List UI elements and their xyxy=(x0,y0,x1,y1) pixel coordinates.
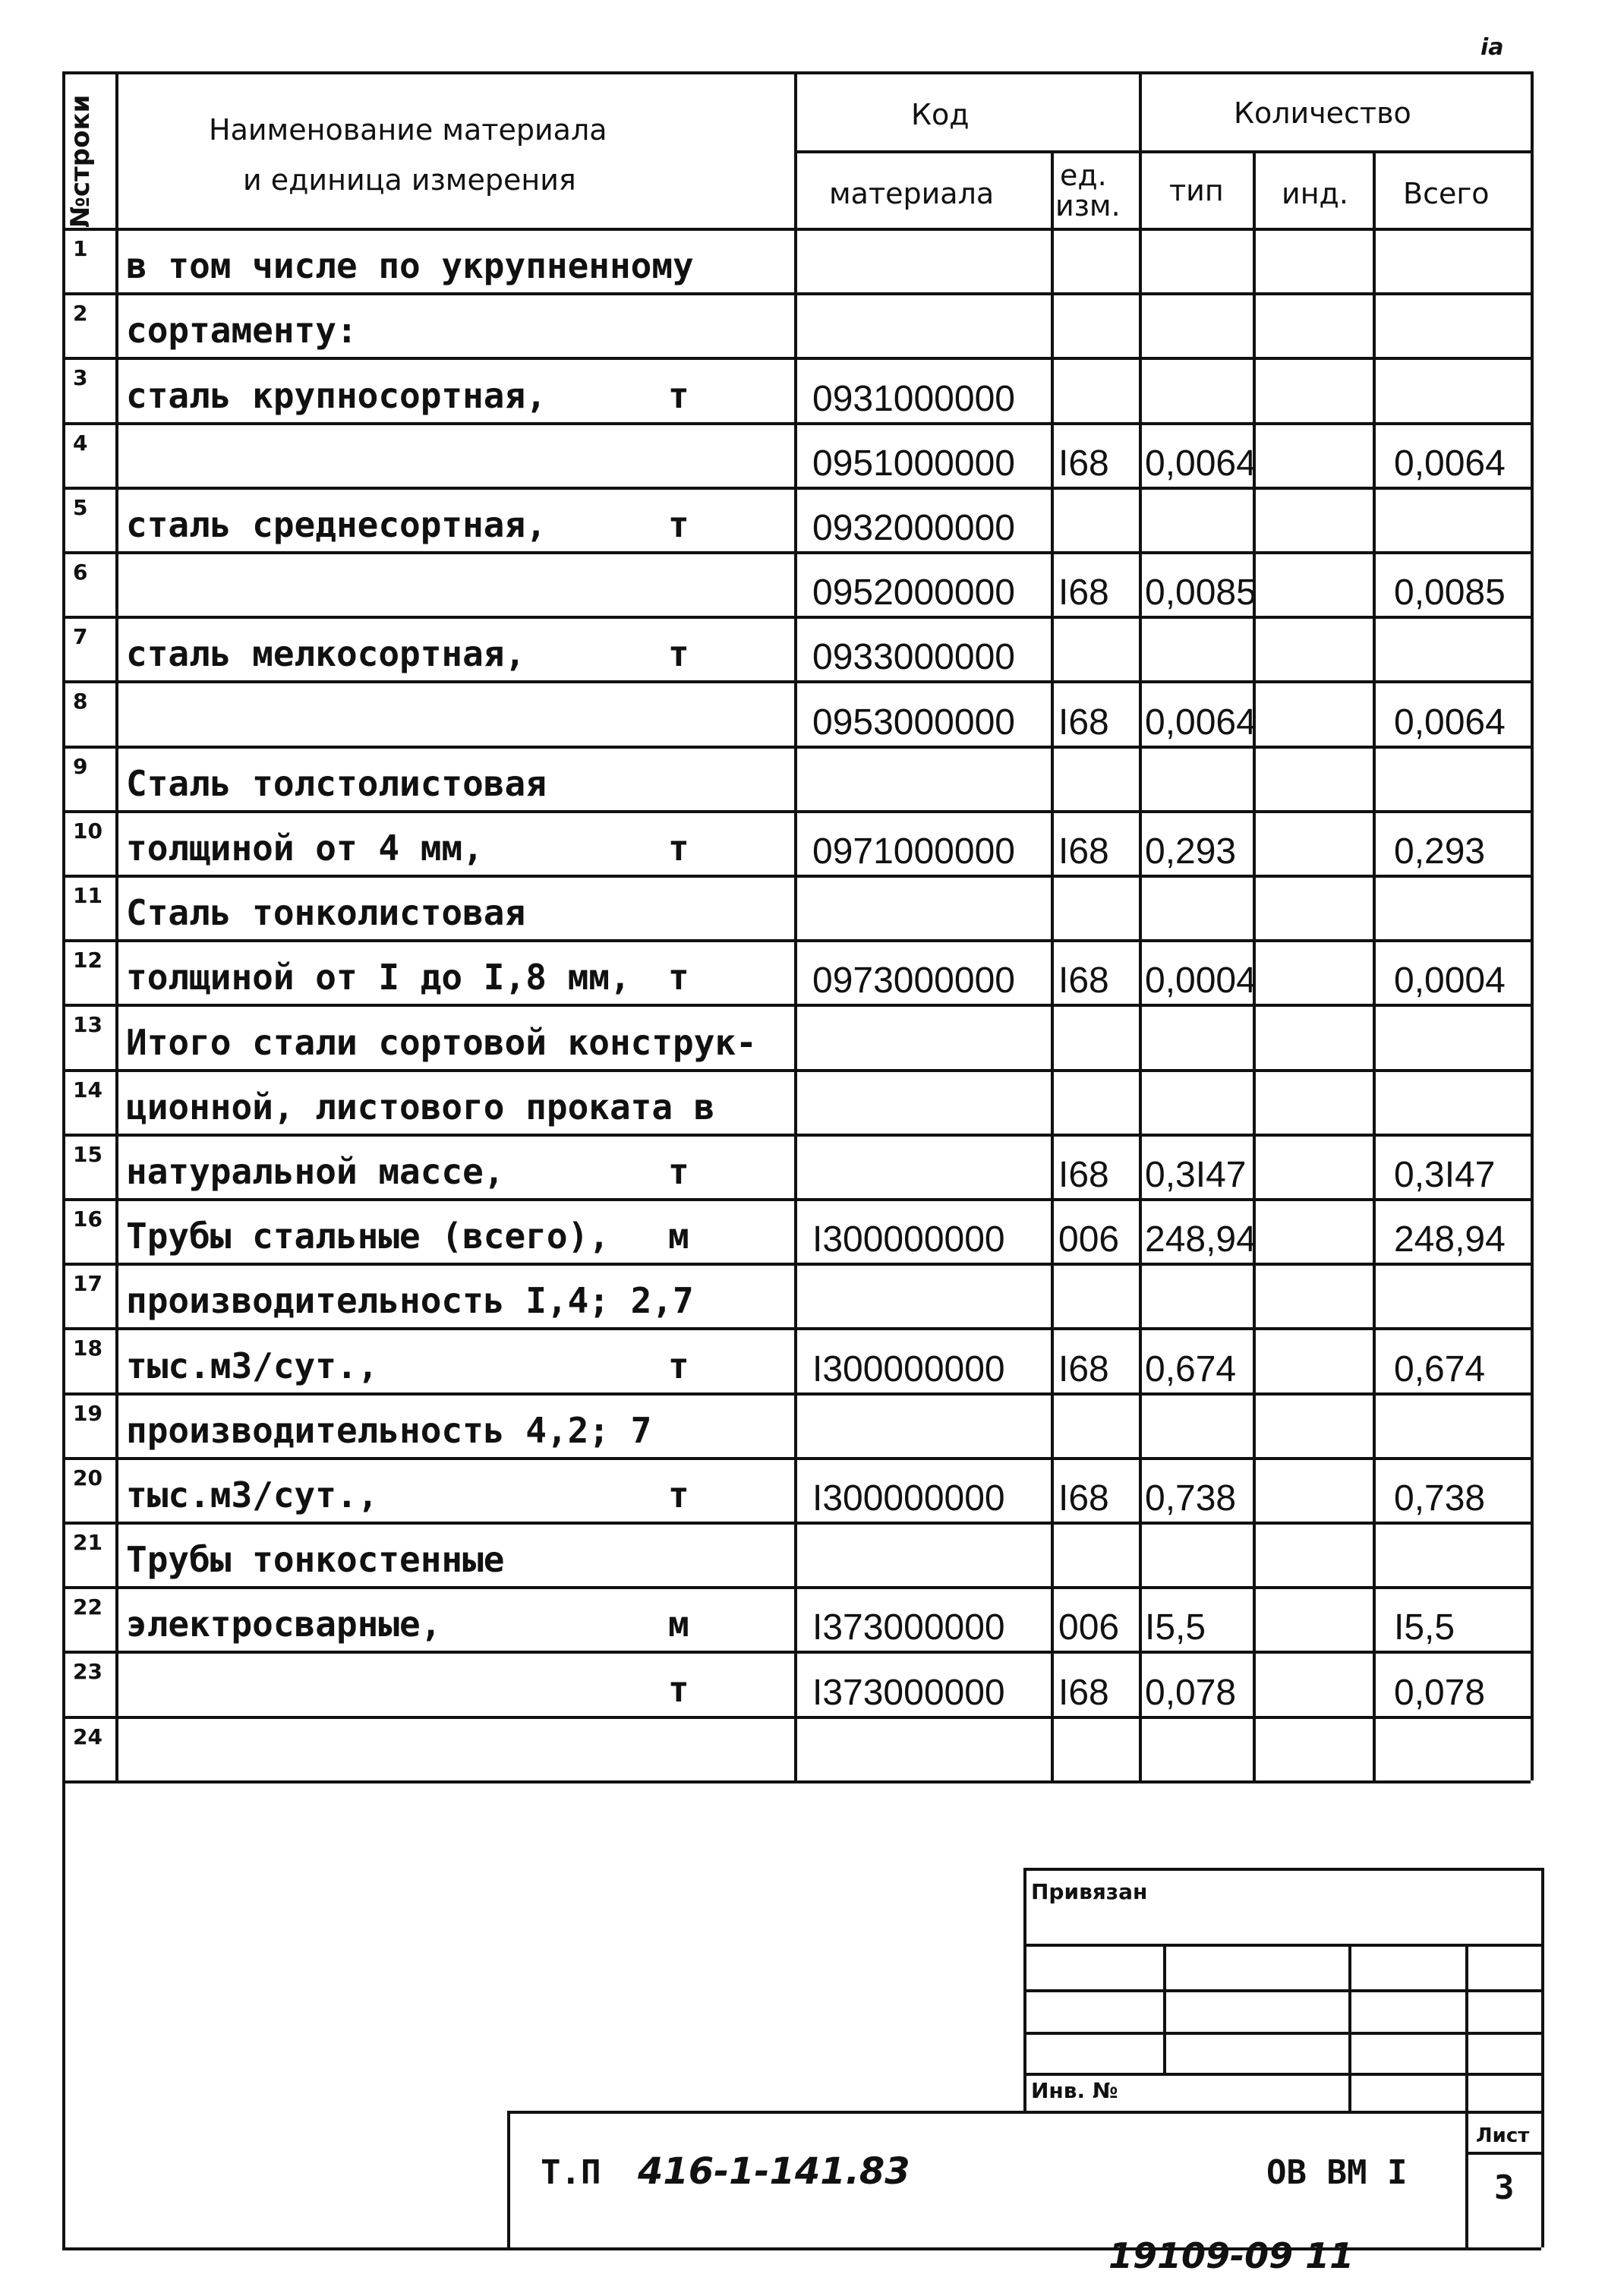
row-qty-total: 0,674 xyxy=(1394,1349,1486,1389)
stamp-sheet-label: Лист xyxy=(1476,2124,1530,2147)
row-rule xyxy=(62,810,1531,813)
row-material-code: 0931000000 xyxy=(812,379,1015,419)
row-unit: м xyxy=(668,1604,689,1645)
row-name: сортаменту: xyxy=(126,310,358,351)
row-material-code: 0953000000 xyxy=(812,702,1015,743)
row-qty-total: 0,0085 xyxy=(1394,572,1506,613)
stamp-attached-label: Привязан xyxy=(1031,1879,1148,1904)
row-rule xyxy=(62,746,1531,749)
row-number: 9 xyxy=(73,754,88,779)
row-rule xyxy=(62,680,1531,683)
header-bottom xyxy=(62,228,1531,231)
header-name-line1: Наименование материала xyxy=(209,113,607,147)
row-qty-type: 0,0064 xyxy=(1145,443,1257,484)
row-qty-total: 0,0004 xyxy=(1394,960,1506,1001)
stamp-sheet-number: 3 xyxy=(1494,2168,1515,2207)
title-block-top xyxy=(507,2111,1541,2114)
row-rule xyxy=(62,1457,1531,1460)
row-material-code: 0951000000 xyxy=(812,443,1015,484)
row-rule xyxy=(62,1392,1531,1396)
title-block-left xyxy=(507,2111,510,2247)
row-rule xyxy=(62,1522,1531,1525)
stamp-right xyxy=(1541,1868,1544,2247)
row-qty-type: 0,078 xyxy=(1145,1673,1237,1713)
row-material-code: I300000000 xyxy=(812,1349,1005,1389)
stamp-doc-code: ОВ ВМ I xyxy=(1266,2153,1408,2192)
footer-number: 19109-09 11 xyxy=(1108,2235,1354,2276)
row-qty-type: 0,0085 xyxy=(1145,572,1257,613)
row-unit-code: I68 xyxy=(1058,572,1109,613)
row-number: 3 xyxy=(73,365,88,390)
row-rule xyxy=(62,616,1531,619)
row-unit-code: 006 xyxy=(1058,1219,1120,1260)
row-number: 20 xyxy=(73,1465,102,1490)
row-unit-code: I68 xyxy=(1058,1673,1109,1713)
row-qty-type: 0,3I47 xyxy=(1145,1155,1247,1195)
sheet-cell-left xyxy=(1465,2111,1468,2247)
row-material-code: I300000000 xyxy=(812,1219,1005,1260)
row-rule xyxy=(62,1716,1531,1719)
row-number: 4 xyxy=(73,430,88,456)
row-name: сталь среднесортная, xyxy=(126,504,547,545)
row-number: 12 xyxy=(73,948,102,973)
row-unit: т xyxy=(668,1474,689,1515)
row-unit: т xyxy=(668,957,689,998)
row-number: 11 xyxy=(73,883,102,908)
stamp-inv-label: Инв. № xyxy=(1031,2078,1118,2103)
row-rule xyxy=(62,1586,1531,1589)
stamp-rule xyxy=(1023,1989,1541,1992)
row-material-code: 0952000000 xyxy=(812,572,1015,613)
row-qty-total: 0,0064 xyxy=(1394,443,1506,484)
row-unit: т xyxy=(668,828,689,869)
sheet-cell-split xyxy=(1465,2152,1541,2155)
row-material-code: 0933000000 xyxy=(812,637,1015,677)
row-number: 22 xyxy=(73,1594,102,1620)
header-split xyxy=(794,150,1531,153)
row-name: в том числе по укрупненному xyxy=(126,245,694,286)
row-rule xyxy=(62,551,1531,554)
row-number: 14 xyxy=(73,1077,102,1102)
row-unit-code: I68 xyxy=(1058,702,1109,743)
row-rule xyxy=(62,1198,1531,1201)
stamp-col xyxy=(1465,1944,1468,2111)
row-qty-type: 0,0064 xyxy=(1145,702,1257,743)
row-rule xyxy=(62,1327,1531,1330)
row-material-code: I373000000 xyxy=(812,1607,1005,1648)
row-qty-type: I5,5 xyxy=(1145,1607,1206,1648)
row-name: Трубы тонкостенные xyxy=(126,1539,505,1580)
row-name: сталь крупносортная, xyxy=(126,375,547,416)
row-rule xyxy=(62,357,1531,360)
frame-right xyxy=(1531,71,1534,1780)
row-unit: т xyxy=(668,633,689,674)
row-name: производительность 4,2; 7 xyxy=(126,1410,652,1451)
header-code-material: материала xyxy=(829,177,995,210)
row-number: 16 xyxy=(73,1206,102,1232)
row-qty-type: 0,674 xyxy=(1145,1349,1237,1389)
row-rule xyxy=(62,875,1531,878)
row-number: 18 xyxy=(73,1336,102,1361)
row-name: натуральной массе, xyxy=(126,1151,505,1192)
row-unit-code: I68 xyxy=(1058,1349,1109,1389)
row-material-code: 0932000000 xyxy=(812,508,1015,548)
stamp-col xyxy=(1348,1944,1351,2111)
header-row-number: №строки xyxy=(65,94,96,228)
row-unit: т xyxy=(668,1345,689,1386)
row-unit: т xyxy=(668,1151,689,1192)
col-total-left xyxy=(1373,150,1376,1780)
row-qty-type: 0,0004 xyxy=(1145,960,1257,1001)
row-name: толщиной от I до I,8 мм, xyxy=(126,957,631,998)
header-unit-line1: ед. xyxy=(1060,159,1107,192)
header-qty-ind: инд. xyxy=(1282,177,1348,210)
row-qty-type: 0,738 xyxy=(1145,1478,1237,1519)
stamp-rule xyxy=(1023,2073,1541,2076)
row-unit: м xyxy=(668,1216,689,1257)
row-unit: т xyxy=(668,1669,689,1710)
header-name-line2: и единица измерения xyxy=(243,163,576,197)
row-number: 19 xyxy=(73,1401,102,1426)
row-name: Итого стали сортовой конструк- xyxy=(126,1022,757,1063)
row-material-code: 0973000000 xyxy=(812,960,1015,1001)
row-qty-type: 0,293 xyxy=(1145,831,1237,872)
row-number: 24 xyxy=(73,1724,102,1749)
row-number: 7 xyxy=(73,624,88,649)
row-qty-total: 0,293 xyxy=(1394,831,1486,872)
row-name: Сталь тонколистовая xyxy=(126,892,526,933)
row-number: 5 xyxy=(73,495,88,520)
row-number: 17 xyxy=(73,1271,102,1296)
row-name: производительность I,4; 2,7 xyxy=(126,1280,694,1321)
row-unit-code: 006 xyxy=(1058,1607,1120,1648)
row-name: тыс.м3/сут., xyxy=(126,1474,379,1515)
row-rule xyxy=(62,939,1531,942)
row-unit-code: I68 xyxy=(1058,960,1109,1001)
row-rule xyxy=(62,422,1531,425)
row-unit-code: I68 xyxy=(1058,443,1109,484)
stamp-tp-number: 416-1-141.83 xyxy=(638,2150,910,2193)
row-number: 21 xyxy=(73,1530,102,1555)
row-name: Трубы стальные (всего), xyxy=(126,1216,610,1257)
header-qty-type: тип xyxy=(1169,174,1224,207)
row-number: 23 xyxy=(73,1659,102,1684)
row-rule xyxy=(62,1263,1531,1266)
row-name: ционной, листового проката в xyxy=(126,1086,715,1128)
row-qty-total: 0,078 xyxy=(1394,1673,1486,1713)
row-qty-total: 248,94 xyxy=(1394,1219,1506,1260)
row-qty-total: 0,0064 xyxy=(1394,702,1506,743)
row-name: электросварные, xyxy=(126,1604,442,1645)
stamp-rule xyxy=(1023,2032,1541,2035)
row-qty-type: 248,94 xyxy=(1145,1219,1257,1260)
row-name: Сталь толстолистовая xyxy=(126,763,547,804)
header-qty-total: Всего xyxy=(1403,177,1490,210)
row-name: тыс.м3/сут., xyxy=(126,1345,379,1386)
row-qty-total: 0,738 xyxy=(1394,1478,1486,1519)
row-number: 6 xyxy=(73,560,88,585)
row-unit-code: I68 xyxy=(1058,831,1109,872)
stamp-top xyxy=(1023,1868,1541,1871)
row-material-code: 0971000000 xyxy=(812,831,1015,872)
row-number: 1 xyxy=(73,236,88,261)
row-number: 8 xyxy=(73,689,88,714)
row-qty-total: I5,5 xyxy=(1394,1607,1455,1648)
row-rule xyxy=(62,292,1531,295)
row-unit: т xyxy=(668,375,689,416)
row-number: 10 xyxy=(73,818,102,844)
row-name: толщиной от 4 мм, xyxy=(126,828,484,869)
header-quantity: Количество xyxy=(1234,96,1411,130)
row-rule xyxy=(62,487,1531,490)
row-rule xyxy=(62,1780,1531,1784)
row-number: 15 xyxy=(73,1142,102,1167)
header-code: Код xyxy=(911,98,970,131)
row-material-code: I373000000 xyxy=(812,1673,1005,1713)
stamp-tp-label: Т.П xyxy=(541,2153,601,2192)
stamp-col xyxy=(1163,1944,1166,2073)
row-number: 2 xyxy=(73,301,88,326)
row-qty-total: 0,3I47 xyxy=(1394,1155,1496,1195)
header-unit-line2: изм. xyxy=(1055,189,1121,222)
row-unit-code: I68 xyxy=(1058,1478,1109,1519)
row-rule xyxy=(62,1069,1531,1072)
row-unit: т xyxy=(668,504,689,545)
corner-mark: ia xyxy=(1480,34,1504,61)
row-material-code: I300000000 xyxy=(812,1478,1005,1519)
row-rule xyxy=(62,1134,1531,1137)
stamp-rule xyxy=(1023,1944,1541,1947)
row-rule xyxy=(62,1651,1531,1654)
row-name: сталь мелкосортная, xyxy=(126,633,526,674)
col-unit-left xyxy=(1051,150,1054,1780)
row-unit-code: I68 xyxy=(1058,1155,1109,1195)
row-rule xyxy=(62,1004,1531,1007)
frame-left xyxy=(62,71,65,2247)
row-number: 13 xyxy=(73,1012,102,1037)
